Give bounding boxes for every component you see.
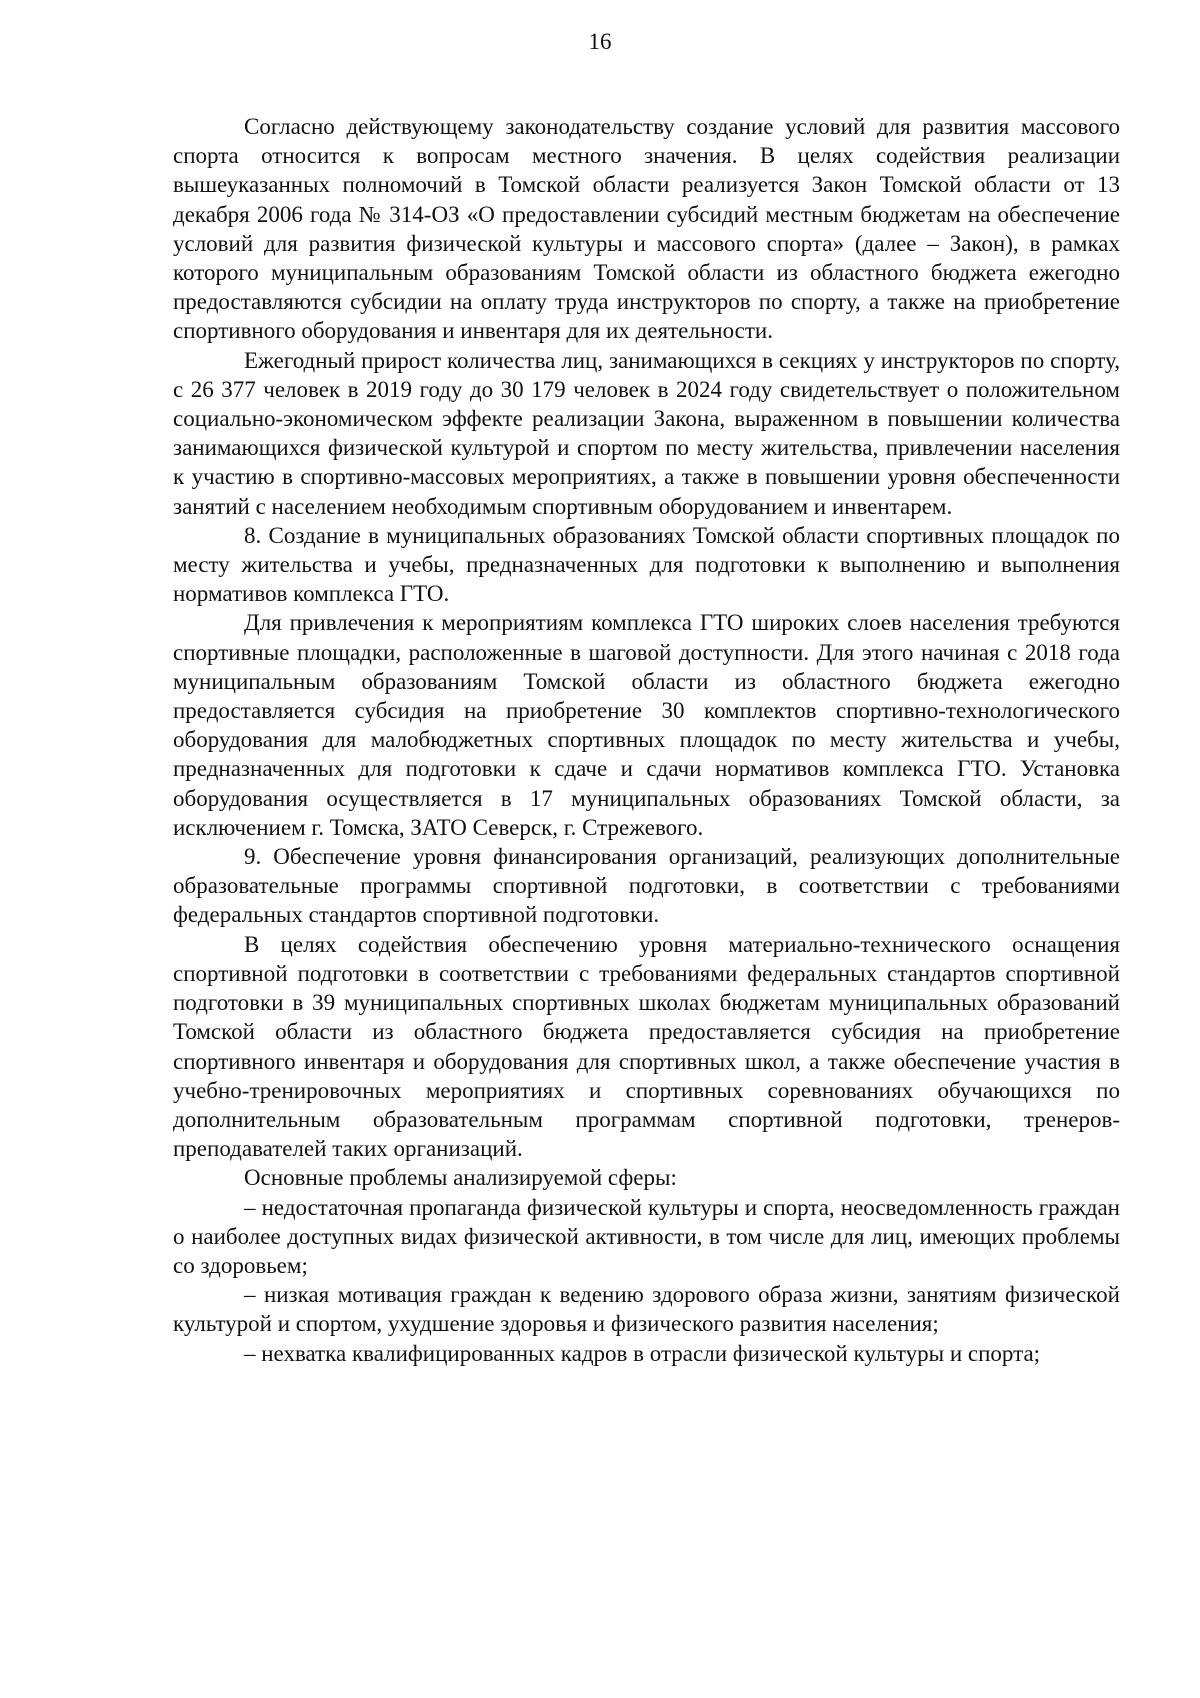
page-number: 16 [588,29,612,54]
list-item-propaganda: – недостаточная пропаганда физической культуры и спорта, неосведомленность граждан о наиболее доступных видах физической активности, в том числе для лиц, имеющих проблемы со здоровьем; [173,1194,1120,1278]
paragraph-item-9: 9. Обеспечение уровня финансирования организаций, реализующих дополнительные образовательные программы спортивной подготовки, в соответствии с требованиями федеральных стандартов спортивной подготовки. [173,844,1120,928]
paragraph-sport-schools: В целях содействия обеспечению уровня материально-технического оснащения спортивной подготовки в соответствии с требованиями федеральных стандартов спортивной подготовки в 39 муниципальных спортивных школах бюджетам муниципальных образований Томской области из областного бюджета предоставляется субсидия на приобретение спортивного инвентаря и оборудования для спортивных школ, а также обеспечение участия в учебно-тренировочных мероприятиях и спортивных соревнованиях обучающихся по дополнительным образовательным программам спортивной подготовки, тренеров-преподавателей таких организаций. [173,931,1120,1162]
paragraph-legislation: Согласно действующему законодательству создание условий для развития массового спорта относится к вопросам местного значения. В целях содействия реализации вышеуказанных полномочий в Томской области реализуется Закон Томской области от 13 декабря 2006 года № 314-ОЗ «О предоставлении субсидий местным бюджетам на обеспечение условий для развития физической культуры и массового спорта» (далее – Закон), в рамках которого муниципальным образованиям Томской области из областного бюджета ежегодно предоставляются субсидии на оплату труда инструкторов по спорту, а также на приобретение спортивного оборудования и инвентаря для их деятельности. [173,114,1120,344]
list-item-staff-shortage: – нехватка квалифицированных кадров в отрасли физической культуры и спорта; [244,1340,1041,1366]
paragraph-item-8: 8. Создание в муниципальных образованиях Томской области спортивных площадок по месту жительства и учебы, предназначенных для подготовки к выполнению и выполнения нормативов комплекса ГТО. [173,522,1120,607]
list-item-motivation: – низкая мотивация граждан к ведению здорового образа жизни, занятиям физической культурой и спортом, ухудшение здоровья и физического развития населения; [173,1282,1120,1337]
paragraph-gto-sites: Для привлечения к мероприятиям комплекса ГТО широких слоев населения требуются спортивные площадки, расположенные в шаговой доступности. Для этого начиная с 2018 года муниципальным образованиям Томской области из областного бюджета ежегодно предоставляется субсидия на приобретение 30 комплектов спортивно-технологического оборудования для малобюджетных спортивных площадок по месту жительства и учебы, предназначенных для подготовки к сдаче и сдачи нормативов комплекса ГТО. Установка оборудования осуществляется в 17 муниципальных образованиях Томской области, за исключением г. Томска, ЗАТО Северск, г. Стрежевого. [173,610,1120,840]
document-body [173,112,1120,1368]
paragraph-problems-heading: Основные проблемы анализируемой сферы: [244,1165,677,1191]
paragraph-annual-growth: Ежегодный прирост количества лиц, занимающихся в секциях у инструкторов по спорту, с 26 377 человек в 2019 году до 30 179 человек в 2024 году свидетельствует о положительном социально-экономическом эффекте реализации Закона, выраженном в повышении количества занимающихся физической культурой и спортом по месту жительства, привлечении населения к участию в спортивно-массовых мероприятиях, а также в повышении уровня обеспеченности занятий с населением необходимым спортивным оборудованием и инвентарем. [173,347,1120,519]
